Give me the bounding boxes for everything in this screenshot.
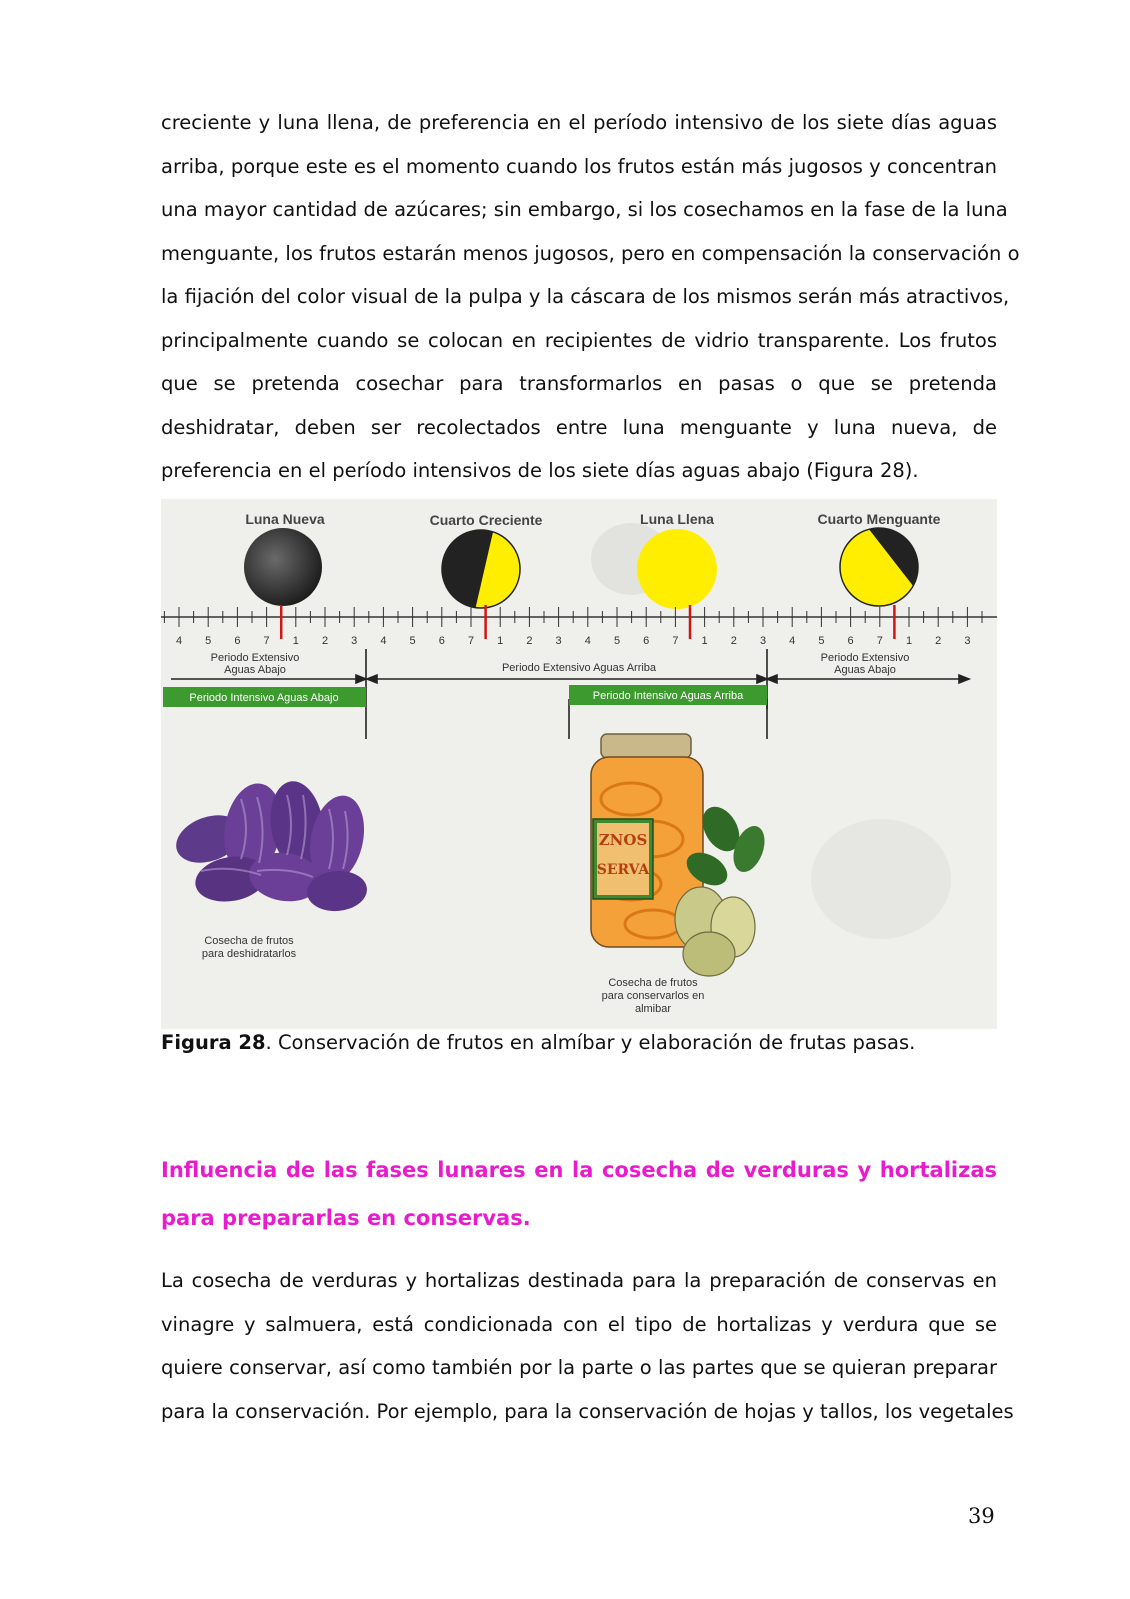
intensive-period-label: Periodo Intensivo Aguas Arriba (592, 690, 744, 702)
timeline-day-number: 3 (351, 635, 358, 647)
heading-line: para prepararlas en conservas. (161, 1206, 531, 1230)
illustration-caption: para conservarlos en (601, 990, 705, 1002)
period-label: Periodo Extensivo (820, 652, 910, 664)
text-line: para la conservación. Por ejemplo, para la conservación de hojas y tallos, los vegetales (161, 1399, 1014, 1423)
timeline-day-number: 5 (818, 635, 825, 647)
timeline-day-number: 7 (467, 635, 475, 647)
moon-phase-title: Luna Llena (640, 511, 714, 527)
timeline-day-number: 2 (526, 635, 533, 647)
section-heading (161, 1146, 997, 1242)
new-moon-icon (244, 528, 322, 606)
timeline-day-number: 4 (175, 635, 183, 647)
timeline-day-number: 6 (234, 635, 241, 647)
illustration-caption: Cosecha de frutos (608, 977, 698, 989)
text-line: vinagre y salmuera, está condicionada con el tipo de hortalizas y verdura que se (161, 1312, 997, 1336)
timeline-day-number: 1 (701, 635, 708, 647)
timeline-day-number: 4 (584, 635, 591, 647)
jar-label-text: SERVA (596, 862, 650, 878)
period-label: Periodo Extensivo Aguas Arriba (501, 662, 657, 674)
period-label: Periodo Extensivo (210, 652, 300, 664)
figure-caption-label: Figura 28 (161, 1031, 266, 1054)
timeline-day-number: 4 (380, 635, 387, 647)
timeline-day-number: 4 (789, 635, 796, 647)
period-label: Aguas Abajo (834, 664, 896, 676)
full-moon-icon (637, 529, 717, 609)
text-line: deshidratar, deben ser recolectados entre luna menguante y luna nueva, de (161, 415, 997, 439)
timeline-day-number: 3 (555, 635, 562, 647)
timeline-day-number: 5 (205, 635, 212, 647)
text-line: creciente y luna llena, de preferencia en el período intensivo de los siete días aguas (161, 111, 997, 134)
timeline-day-number: 2 (730, 635, 737, 647)
timeline-day-number: 6 (643, 635, 650, 647)
text-line: La cosecha de verduras y hortalizas destinada para la preparación de conservas en (161, 1269, 997, 1292)
timeline-day-number: 2 (321, 635, 329, 647)
timeline-day-number: 6 (847, 635, 854, 647)
moon-phase-title: Luna Nueva (245, 511, 325, 527)
body-paragraph-2 (161, 1259, 1014, 1433)
timeline-day-number: 6 (438, 635, 445, 647)
timeline-day-number: 7 (672, 635, 679, 647)
page-number: 39 (968, 1504, 995, 1528)
timeline-day-number: 5 (613, 635, 621, 647)
timeline-day-number: 1 (497, 635, 504, 647)
text-line: menguante, los frutos estarán menos jugosos, pero en compensación la conservación o (161, 241, 1020, 265)
text-line: una mayor cantidad de azúcares; sin embargo, si los cosechamos en la fase de la luna (161, 198, 1008, 221)
timeline-day-number: 7 (263, 635, 270, 647)
timeline-day-number: 2 (935, 635, 942, 647)
timeline-day-number: 5 (409, 635, 416, 647)
text-line: principalmente cuando se colocan en recipientes de vidrio transparente. Los frutos (161, 328, 997, 352)
body-paragraph-1 (161, 101, 1020, 493)
text-line: que se pretenda cosechar para transformarlos en pasas o que se pretenda (161, 372, 997, 395)
jar-label-text: ZNOS (598, 831, 648, 849)
text-line: quiere conservar, así como también por la parte o las partes que se quieran preparar (161, 1356, 997, 1379)
heading-line: Influencia de las fases lunares en la cosecha de verduras y hortalizas (161, 1158, 997, 1182)
text-line: la fijación del color visual de la pulpa y la cáscara de los mismos serán más atractivos, (161, 285, 1010, 308)
moon-phase-title: Cuarto Creciente (429, 512, 543, 528)
illustration-caption: Cosecha de frutos (204, 935, 294, 947)
timeline-day-number: 3 (964, 635, 971, 647)
figure-lunar-phases (161, 499, 997, 1029)
period-label: Aguas Abajo (224, 664, 286, 676)
timeline-day-number: 1 (905, 635, 913, 647)
figure-caption (161, 1028, 915, 1058)
lunar-phase-diagram (161, 499, 997, 1029)
illustration-caption: almibar (634, 1003, 672, 1015)
illustration-caption: para deshidratarlos (201, 948, 297, 960)
intensive-period-label: Periodo Intensivo Aguas Abajo (189, 692, 339, 704)
timeline-day-number: 1 (292, 635, 299, 647)
timeline-day-number: 7 (876, 635, 883, 647)
text-line: preferencia en el período intensivos de los siete días aguas abajo (Figura 28). (161, 459, 919, 482)
background-shape (811, 819, 951, 939)
text-line: arriba, porque este es el momento cuando los frutos están más jugosos y concentran (161, 154, 997, 178)
moon-phase-title: Cuarto Menguante (817, 511, 941, 527)
figure-caption-text: . Conservación de frutos en almíbar y elaboración de frutas pasas. (265, 1031, 916, 1054)
timeline-day-number: 3 (759, 635, 767, 647)
